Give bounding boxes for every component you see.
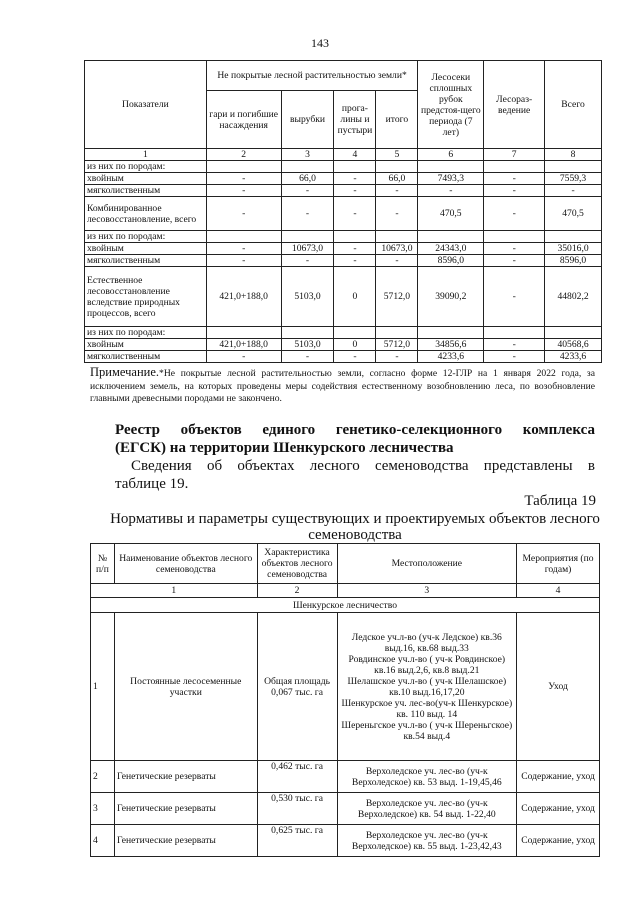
table-note (90, 366, 595, 406)
column-number: 5 (376, 149, 418, 161)
cell-value: - (206, 351, 281, 363)
table2-colnum: 1 (91, 584, 258, 598)
row-label: Естественное лесовосстановление вследствие природных процессов, всего (85, 267, 207, 327)
header-not-covered: Не покрытые лесной растительностью земли* (206, 61, 418, 91)
column-number-row (85, 149, 602, 161)
table2-colnum: 4 (517, 584, 600, 598)
table-row (85, 351, 602, 363)
note-text: *Не покрытые лесной растительностью земли, согласно форме 12-ГЛР на 1 января 2022 года, за исключением земель, на которых проведены меры содействия естественному возобновлению леса, по возобновление главными древесными породами не закончено. (90, 368, 595, 404)
header-forest-breeding: Лесораз-ведение (484, 61, 545, 149)
paragraph-word: объектах (237, 458, 295, 474)
paragraph-word: Сведения (131, 458, 192, 474)
cell-value (418, 161, 484, 173)
cell-value: 66,0 (376, 173, 418, 185)
cell-value (334, 327, 376, 339)
cell-value (206, 231, 281, 243)
cell-value: 5103,0 (281, 339, 334, 351)
header-indicators: Показатели (85, 61, 207, 149)
section-name: Шенкурское лесничество (91, 598, 600, 613)
table-row (85, 243, 602, 255)
note-lead: Примечание. (90, 365, 160, 379)
cell-value: - (484, 173, 545, 185)
cell-value: 0 (334, 267, 376, 327)
cell-value: 470,5 (545, 197, 602, 231)
column-number: 1 (85, 149, 207, 161)
cell-value (418, 327, 484, 339)
cell-value: 39090,2 (418, 267, 484, 327)
column-number: 8 (545, 149, 602, 161)
row-label: из них по породам: (85, 327, 207, 339)
cell-value: - (334, 243, 376, 255)
cell-value: 44802,2 (545, 267, 602, 327)
cell-value (281, 161, 334, 173)
object-name: Постоянные лесосеменные участки (114, 613, 257, 761)
cell-value: - (334, 255, 376, 267)
table2-section-row (91, 598, 600, 613)
cell-value (206, 161, 281, 173)
header-total: Всего (545, 61, 602, 149)
cell-value: 8596,0 (418, 255, 484, 267)
cell-value: - (206, 197, 281, 231)
cell-value (484, 161, 545, 173)
table-row (85, 267, 602, 327)
cell-value: - (545, 185, 602, 197)
cell-value (545, 327, 602, 339)
cell-value: - (281, 351, 334, 363)
heading-word: генетико-селекционного (335, 422, 503, 438)
paragraph-word: в (587, 458, 595, 474)
table-row (85, 339, 602, 351)
location-line: Шенкурское уч. лес-во(уч-к Шенкурское) кв. 110 выд. 14 (341, 697, 513, 720)
table2-header: № п/п (91, 544, 115, 584)
cell-value: - (484, 339, 545, 351)
cell-value: 66,0 (281, 173, 334, 185)
location-line: Шереньгское уч.л-во ( уч-к Шереньгское) кв.54 выд.4 (341, 719, 513, 742)
cell-value: 5103,0 (281, 267, 334, 327)
row-label: хвойным (85, 339, 207, 351)
header-total-sub: итого (376, 91, 418, 149)
table-row (85, 173, 602, 185)
cell-value: 10673,0 (376, 243, 418, 255)
heading-line-2: (ЕГСК) на территории Шенкурского лесничества (115, 440, 454, 456)
table-row (85, 161, 602, 173)
cell-value: 24343,0 (418, 243, 484, 255)
object-name: Генетические резерваты (114, 793, 257, 825)
cell-value: 40568,6 (545, 339, 602, 351)
location-cell (337, 613, 517, 761)
location-line: Ледское уч.л-во (уч-к Ледское) кв.36 выд.16, кв.68 выд.33 (351, 631, 502, 654)
row-label: хвойным (85, 173, 207, 185)
table2-header-row (91, 544, 600, 584)
cell-value: - (281, 255, 334, 267)
location-cell (337, 761, 517, 793)
cell-value: - (334, 351, 376, 363)
table-row (91, 613, 600, 761)
cell-value (484, 327, 545, 339)
table2-colnum: 3 (337, 584, 517, 598)
cell-value (281, 231, 334, 243)
column-number: 4 (334, 149, 376, 161)
cell-value (484, 231, 545, 243)
intro-paragraph (115, 457, 595, 493)
row-label: хвойным (85, 243, 207, 255)
paragraph-word: лесного (309, 458, 360, 474)
location-line: Шелашское уч.л-во ( уч-к Шелашское) кв.10 выд.16,17,20 (347, 675, 507, 698)
table2-colnum-row (91, 584, 600, 598)
table-row (85, 255, 602, 267)
object-characteristic: Общая площадь 0,067 тыс. га (257, 613, 337, 761)
column-number: 7 (484, 149, 545, 161)
section-heading (115, 421, 595, 457)
paragraph-line-2: таблице 19. (115, 476, 189, 492)
cell-value: - (206, 185, 281, 197)
cell-value (376, 161, 418, 173)
row-number: 1 (91, 613, 115, 761)
table-row (85, 197, 602, 231)
table-row (85, 231, 602, 243)
paragraph-word: представлены (483, 458, 573, 474)
table-number: Таблица 19 (524, 493, 596, 509)
row-number: 2 (91, 761, 115, 793)
heading-line-1 (115, 421, 595, 439)
object-name: Генетические резерваты (114, 825, 257, 857)
row-label: мягколиственным (85, 185, 207, 197)
activity: Содержание, уход (517, 793, 600, 825)
cell-value: - (206, 173, 281, 185)
header-burnt: гари и погибшие насаждения (206, 91, 281, 149)
cell-value (334, 231, 376, 243)
location-line: Верхоледское уч. лес-во (уч-к Верхоледское) кв. 54 выд. 1-22,40 (357, 797, 496, 820)
activity: Содержание, уход (517, 825, 600, 857)
cell-value: - (484, 185, 545, 197)
cell-value: 10673,0 (281, 243, 334, 255)
object-characteristic: 0,625 тыс. га (257, 825, 337, 857)
paragraph-line-1 (115, 457, 595, 475)
cell-value: - (484, 243, 545, 255)
cell-value: 0 (334, 339, 376, 351)
cell-value: 8596,0 (545, 255, 602, 267)
object-characteristic: 0,462 тыс. га (257, 761, 337, 793)
table-row (85, 185, 602, 197)
page-number: 143 (311, 36, 329, 50)
cell-value: - (334, 197, 376, 231)
location-line: Верхоледское уч. лес-во (уч-к Верхоледское) кв. 55 выд. 1-23,42,43 (351, 829, 502, 852)
object-characteristic: 0,530 тыс. га (257, 793, 337, 825)
cell-value: - (484, 197, 545, 231)
forest-regeneration-table (84, 60, 602, 363)
header-cuttings: вырубки (281, 91, 334, 149)
heading-word: единого (262, 422, 316, 438)
cell-value: - (334, 173, 376, 185)
paragraph-word: семеноводства (374, 458, 469, 474)
object-name: Генетические резерваты (114, 761, 257, 793)
cell-value (281, 327, 334, 339)
cell-value: - (376, 197, 418, 231)
location-cell (337, 793, 517, 825)
table2-header: Наименование объектов лесного семеноводства (114, 544, 257, 584)
row-label: из них по породам: (85, 231, 207, 243)
table-row (85, 327, 602, 339)
cell-value: - (334, 185, 376, 197)
cell-value: 421,0+188,0 (206, 339, 281, 351)
cell-value: - (281, 185, 334, 197)
header-glades: прога-лины и пустыри (334, 91, 376, 149)
cell-value: 4233,6 (545, 351, 602, 363)
cell-value: - (376, 255, 418, 267)
table-row (91, 825, 600, 857)
cell-value: 7493,3 (418, 173, 484, 185)
cell-value: - (484, 255, 545, 267)
cell-value (376, 231, 418, 243)
column-number: 2 (206, 149, 281, 161)
cell-value: 5712,0 (376, 339, 418, 351)
cell-value: 35016,0 (545, 243, 602, 255)
cell-value: 34856,6 (418, 339, 484, 351)
cell-value (418, 231, 484, 243)
cell-value: 7559,3 (545, 173, 602, 185)
row-label: мягколиственным (85, 255, 207, 267)
row-label: Комбинированное лесовосстановление, всего (85, 197, 207, 231)
heading-word: комплекса (522, 422, 595, 438)
cell-value: - (376, 351, 418, 363)
activity: Содержание, уход (517, 761, 600, 793)
column-number: 3 (281, 149, 334, 161)
heading-word: Реестр (115, 422, 161, 438)
header-clearcut: Лесосеки сплошных рубок предстоя-щего периода (7 лет) (418, 61, 484, 149)
location-line: Верхоледское уч. лес-во (уч-к Верхоледское) кв. 53 выд. 1-19,45,46 (351, 765, 502, 788)
table2-header: Характеристика объектов лесного семеноводства (257, 544, 337, 584)
cell-value: - (484, 351, 545, 363)
cell-value (545, 161, 602, 173)
activity: Уход (517, 613, 600, 761)
table2-header: Местоположение (337, 544, 517, 584)
row-label: мягколиственным (85, 351, 207, 363)
cell-value: - (418, 185, 484, 197)
cell-value: 470,5 (418, 197, 484, 231)
paragraph-word: об (206, 458, 223, 474)
cell-value: - (376, 185, 418, 197)
heading-word: объектов (180, 422, 242, 438)
cell-value: - (484, 267, 545, 327)
cell-value (334, 161, 376, 173)
cell-value: 5712,0 (376, 267, 418, 327)
row-number: 3 (91, 793, 115, 825)
seed-objects-table (90, 543, 600, 857)
table2-header: Мероприятия (по годам) (517, 544, 600, 584)
cell-value (376, 327, 418, 339)
cell-value: 421,0+188,0 (206, 267, 281, 327)
table-row (91, 761, 600, 793)
cell-value (545, 231, 602, 243)
cell-value: - (206, 243, 281, 255)
cell-value: - (206, 255, 281, 267)
column-number: 6 (418, 149, 484, 161)
location-line: Ровдинское уч.л-во ( уч-к Ровдинское) кв.16 выд.2,6, кв.8 выд.21 (348, 653, 506, 676)
cell-value (206, 327, 281, 339)
row-number: 4 (91, 825, 115, 857)
location-cell (337, 825, 517, 857)
cell-value: 4233,6 (418, 351, 484, 363)
cell-value: - (281, 197, 334, 231)
table2-colnum: 2 (257, 584, 337, 598)
row-label: из них по породам: (85, 161, 207, 173)
table-caption: Нормативы и параметры существующих и проектируемых объектов лесного семеноводства (110, 511, 600, 543)
table-row (91, 793, 600, 825)
